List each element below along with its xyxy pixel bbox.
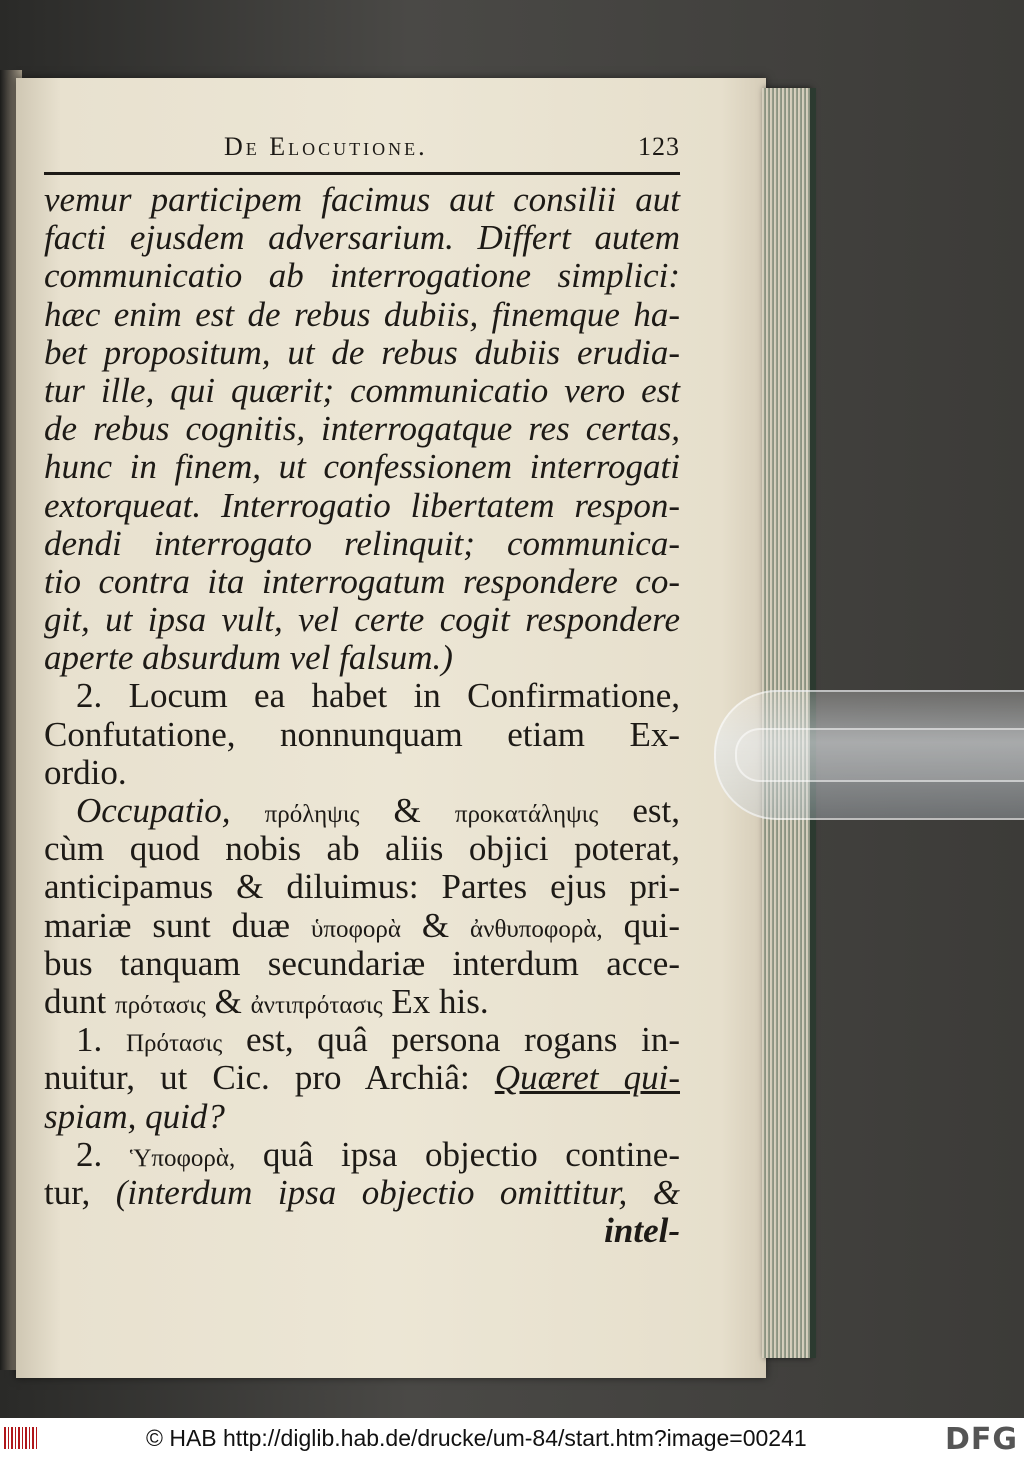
text-line: anticipamus & diluimus: Partes ejus pri-: [44, 867, 680, 907]
text-line: Confutatione, nonnunquam etiam Ex-: [44, 714, 680, 754]
running-head: [44, 128, 680, 172]
text-line: hæc enim est de rebus dubiis, finemque ha-: [44, 294, 680, 334]
text-line: cùm quod nobis ab aliis objici poterat,: [44, 829, 680, 869]
greek-term: Ὑποφορὰ,: [129, 1144, 236, 1172]
text-line: [44, 1059, 680, 1097]
greek-term: πρότασις: [114, 991, 206, 1019]
catchword: intel-: [604, 1211, 680, 1251]
text-fragment: est, quâ persona rogans in-: [245, 1020, 681, 1060]
text-line: de rebus cognitis, interrogatque res certas,: [44, 409, 680, 449]
text-fragment: nuitur, ut Cic. pro Archiâ:: [44, 1058, 470, 1098]
text-line: tio contra ita interrogatum respondere co-: [44, 561, 680, 601]
text-line: aperte absurdum vel falsum.): [44, 638, 453, 678]
text-line: git, ut ipsa vult, vel certe cogit respondere: [44, 600, 680, 640]
text-fragment: mariæ sunt duæ: [44, 905, 291, 945]
greek-term: ἀνθυποφορὰ,: [470, 915, 603, 943]
text-line: hunc in finem, ut confessionem interrogati: [44, 447, 680, 487]
page-number: 123: [638, 132, 680, 161]
text-fragment: &: [421, 905, 450, 945]
text-fragment: quâ ipsa objectio contine-: [262, 1134, 680, 1174]
dfg-logo: DFG: [944, 1422, 1018, 1457]
text-fragment: (interdum ipsa objectio omittitur, &: [115, 1172, 680, 1212]
text-line: extorqueat. Interrogatio libertatem respon-: [44, 485, 680, 525]
text-line: vemur participem facimus aut consilii aut: [44, 180, 680, 219]
greek-term: πρόληψις: [264, 801, 360, 828]
text-line: facti ejusdem adversarium. Differt autem: [44, 218, 680, 258]
text-fragment: Ex his.: [391, 981, 489, 1021]
page-text: [44, 128, 680, 1250]
running-head-title: De Elocutione.: [224, 132, 428, 161]
ampersand: &: [393, 791, 421, 830]
text-fragment: tur,: [44, 1172, 91, 1212]
greek-term: Πρότασις: [125, 1030, 223, 1058]
text-line: [44, 1174, 680, 1212]
text-line: spiam, quid?: [44, 1096, 225, 1136]
occupatio-term: Occupatio,: [76, 791, 231, 830]
greek-term: ὑποφορὰ: [310, 915, 401, 943]
item-2-line: [44, 1136, 680, 1174]
text-fragment: &: [214, 981, 242, 1021]
text-line: communicatio ab interrogatione simplici:: [44, 256, 680, 296]
text-line: tur ille, qui quærit; communicatio vero est: [44, 370, 680, 410]
viewer-footer: [0, 1418, 1024, 1457]
text-fragment: est,: [632, 791, 681, 830]
item-1-line: [44, 1021, 680, 1059]
text-line: dendi interrogato relinquit; communica-: [44, 523, 680, 563]
item-number: 2.: [76, 1134, 103, 1174]
greek-term: ἀντιπρότασις: [250, 991, 383, 1019]
item-number: 1.: [76, 1020, 103, 1060]
text-fragment: qui-: [623, 905, 680, 945]
greek-term: προκατάληψις: [454, 801, 599, 828]
text-line: [44, 907, 680, 945]
text-line: bus tanquam secundariæ interdum acce-: [44, 943, 680, 983]
barcode-icon: [4, 1427, 38, 1449]
book-clip-inner: [735, 728, 1024, 782]
text-line: [44, 983, 680, 1021]
text-line: 2. Locum ea habet in Confirmatione,: [76, 676, 680, 716]
head-rule: [44, 172, 680, 175]
text-line: ordio.: [44, 752, 127, 792]
text-line: bet propositum, ut de rebus dubiis erudia-: [44, 332, 680, 372]
quotation: Quæret qui-: [494, 1058, 680, 1098]
text-fragment: dunt: [44, 981, 107, 1021]
occupatio-line: [44, 792, 680, 830]
copyright-url[interactable]: © HAB http://diglib.hab.de/drucke/um-84/start.htm?image=00241: [146, 1425, 807, 1451]
